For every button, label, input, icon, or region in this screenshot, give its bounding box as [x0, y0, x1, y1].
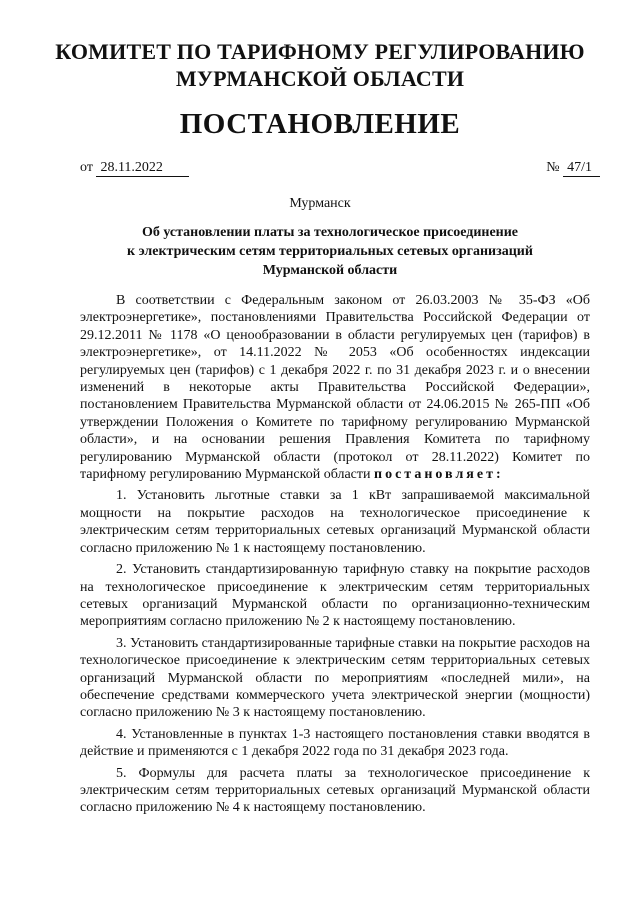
list-item: 3. Установить стандартизированные тарифные ставки на покрытие расходов на технологическое присоединение к электрическим сетям территориальных сетевых организаций Мурманской области по мероприятиям «последней мили», на обеспечение средствами коммерческого учета электрической энергии (мощности) согласно приложению № 3 к настоящему постановлению. — [80, 635, 590, 721]
committee-header — [0, 38, 640, 92]
document-date — [80, 160, 189, 177]
date-value: 28.11.2022 — [96, 160, 188, 177]
preamble-text: В соответствии с Федеральным законом от 26.03.2003 № 35-ФЗ «Об электроэнергетике», постановлениями Правительства Российской Федерации от 29.12.2011 № 1178 «О ценообразовании в области регулируемых цен (тарифов) в электроэнергетике», от 14.11.2022 № 2053 «Об особенностях индексации регулируемых цен (тарифов) с 1 декабря 2022 г. по 31 декабря 2023 г. и о внесении изменений в некоторые акты Правительства Российской Федерации», постановлением Правительства Мурманской области от 24.06.2015 № 265-ПП «Об утверждении Положения о Комитете по тарифному регулированию Мурманской области», и на основании решения Правления Комитета по тарифному регулированию Мурманской области (протокол от 28.11.2022) Комитет по тарифному регулированию Мурманской области — [80, 293, 590, 483]
list-item: 2. Установить стандартизированную тарифную ставку на покрытие расходов на технологическое присоединение к электрическим сетям территориальных сетевых организаций Мурманской области по организационно-техническим мероприятиям согласно приложению № 2 к настоящему постановлению. — [80, 562, 590, 630]
city-name: Мурманск — [289, 196, 351, 211]
committee-name-line2: МУРМАНСКОЙ ОБЛАСТИ — [175, 66, 465, 91]
document-body — [80, 292, 590, 821]
title-line3: Мурманской области — [262, 263, 398, 278]
list-item: 5. Формулы для расчета платы за технологическое присоединение к электрическим сетям территориальных сетевых организаций Мурманской области согласно приложению № 4 к настоящему постановлению. — [80, 765, 590, 816]
document-number — [546, 160, 600, 177]
committee-name-line1: КОМИТЕТ ПО ТАРИФНОМУ РЕГУЛИРОВАНИЮ — [55, 39, 585, 64]
document-type: ПОСТАНОВЛЕНИЕ — [179, 108, 461, 140]
list-item: 4. Установленные в пунктах 1-3 настоящего постановления ставки вводятся в действие и применяются с 1 декабря 2022 года по 31 декабря 2023 года. — [80, 726, 590, 760]
document-title — [100, 223, 560, 280]
number-value: 47/1 — [563, 160, 600, 177]
title-line1: Об установлении платы за технологическое присоединение — [141, 225, 519, 240]
preamble-paragraph — [80, 292, 590, 483]
title-line2: к электрическим сетям территориальных сетевых организаций — [127, 244, 533, 259]
number-label: № — [546, 160, 560, 175]
list-item: 1. Установить льготные ставки за 1 кВт запрашиваемой максимальной мощности на покрытие расходов на технологическое присоединение к электрическим сетям территориальных сетевых организаций Мурманской области согласно приложению № 1 к настоящему постановлению. — [80, 488, 590, 556]
date-label: от — [80, 160, 93, 175]
decree-word: постановляет: — [374, 467, 504, 483]
